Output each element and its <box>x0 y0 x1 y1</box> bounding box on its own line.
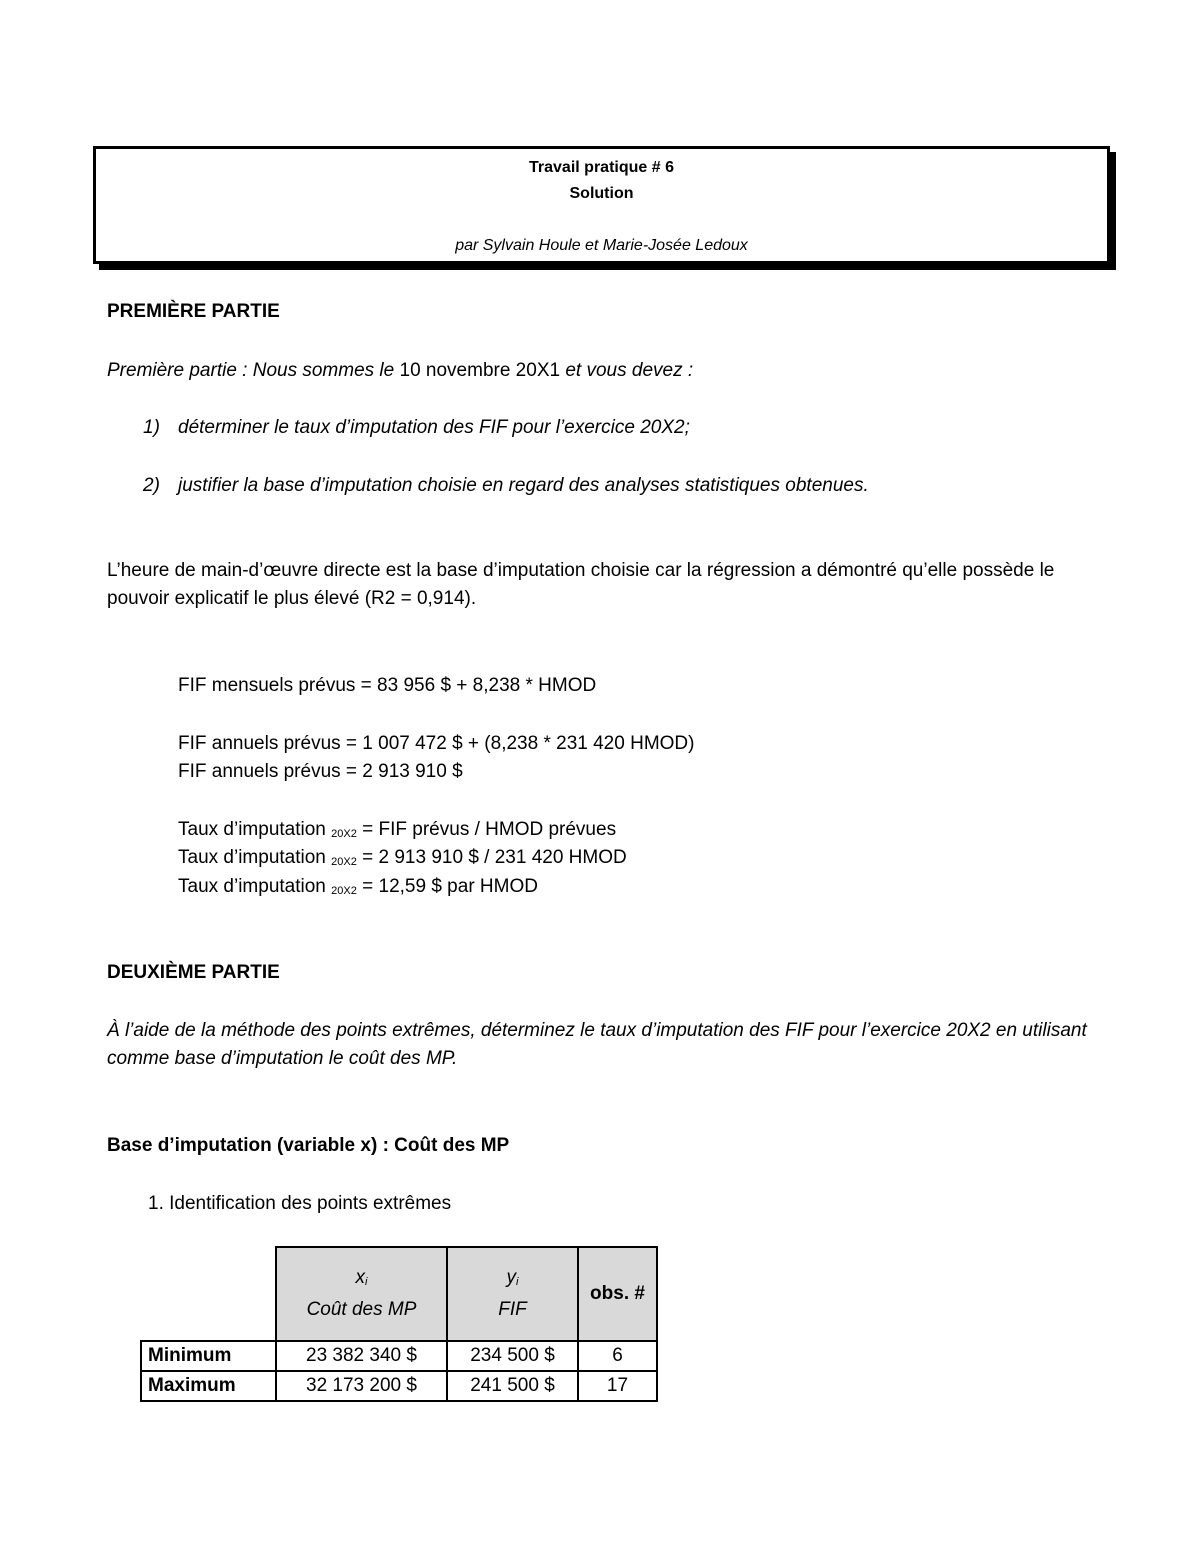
rate-line-2 <box>178 844 627 876</box>
column-header-y <box>447 1247 578 1341</box>
cell-y: 241 500 $ <box>447 1371 578 1401</box>
part1-heading: PREMIÈRE PARTIE <box>107 301 280 322</box>
table-row-maximum <box>141 1371 657 1401</box>
extreme-points-table <box>140 1246 658 1402</box>
doc-title: Travail pratique # 6 <box>529 159 674 176</box>
list-item-1 <box>143 414 690 442</box>
rate-line-3 <box>178 873 538 905</box>
x-variable: x <box>355 1267 366 1288</box>
title-box <box>93 146 1110 264</box>
cell-obs: 17 <box>578 1371 657 1401</box>
part1-answer: L’heure de main-d’œuvre directe est la base d’imputation choisie car la régression a démontré qu’elle possède le pouvoir explicatif le plus élevé (R2 = 0,914). <box>107 560 1055 609</box>
doc-authors: par Sylvain Houle et Marie-Josée Ledoux <box>455 237 748 254</box>
intro-text-c: et vous devez : <box>560 360 694 381</box>
part1-intro <box>107 357 693 385</box>
list-item-1-number: 1) <box>143 417 160 438</box>
rate-formula: = FIF prévus / HMOD prévues <box>362 819 617 840</box>
rate-subscript: 20X2 <box>331 885 357 897</box>
part2-instructions: À l’aide de la méthode des points extrêmes, déterminez le taux d’imputation des FIF pour l’exercice 20X2 en utilisant comme base d’imputation le coût des MP. <box>107 1020 1087 1069</box>
cell-x: 32 173 200 $ <box>276 1371 447 1401</box>
rate-label: Taux d’imputation <box>178 847 326 868</box>
rate-result: = 12,59 $ par HMOD <box>362 876 538 897</box>
cell-x: 23 382 340 $ <box>276 1341 447 1371</box>
equation-monthly: FIF mensuels prévus = 83 956 $ + 8,238 * HMOD <box>178 675 597 696</box>
base-heading: Base d’imputation (variable x) : Coût des MP <box>107 1135 510 1156</box>
table-corner <box>141 1247 276 1341</box>
row-label: Minimum <box>141 1341 276 1371</box>
list-item-1-text: déterminer le taux d’imputation des FIF pour l’exercice 20X2; <box>178 417 690 438</box>
row-label: Maximum <box>141 1371 276 1401</box>
list-item-2-text: justifier la base d’imputation choisie en regard des analyses statistiques obtenues. <box>178 475 869 496</box>
intro-text-a: Première partie : Nous sommes le <box>107 360 400 381</box>
part2-heading: DEUXIÈME PARTIE <box>107 962 280 983</box>
rate-calculation: = 2 913 910 $ / 231 420 HMOD <box>362 847 627 868</box>
rate-subscript: 20X2 <box>331 856 357 868</box>
equation-annual: FIF annuels prévus = 1 007 472 $ + (8,238 * 231 420 HMOD) <box>178 733 695 754</box>
list-item-2-number: 2) <box>143 475 160 496</box>
equation-annual-total: FIF annuels prévus = 2 913 910 $ <box>178 761 463 782</box>
rate-label: Taux d’imputation <box>178 876 326 897</box>
y-label: FIF <box>498 1299 527 1320</box>
step-1-heading: 1. Identification des points extrêmes <box>148 1193 452 1214</box>
y-variable: y <box>506 1267 517 1288</box>
column-header-obs: obs. # <box>578 1247 657 1341</box>
x-label: Coût des MP <box>306 1299 417 1320</box>
doc-subtitle: Solution <box>569 185 634 202</box>
list-item-2 <box>143 472 869 500</box>
y-subscript: i <box>516 1276 519 1288</box>
x-subscript: i <box>365 1276 368 1288</box>
table-row-minimum <box>141 1341 657 1371</box>
intro-date: 10 novembre 20X1 <box>399 360 561 381</box>
cell-obs: 6 <box>578 1341 657 1371</box>
column-header-x <box>276 1247 447 1341</box>
rate-label: Taux d’imputation <box>178 819 326 840</box>
cell-y: 234 500 $ <box>447 1341 578 1371</box>
rate-subscript: 20X2 <box>331 828 357 840</box>
